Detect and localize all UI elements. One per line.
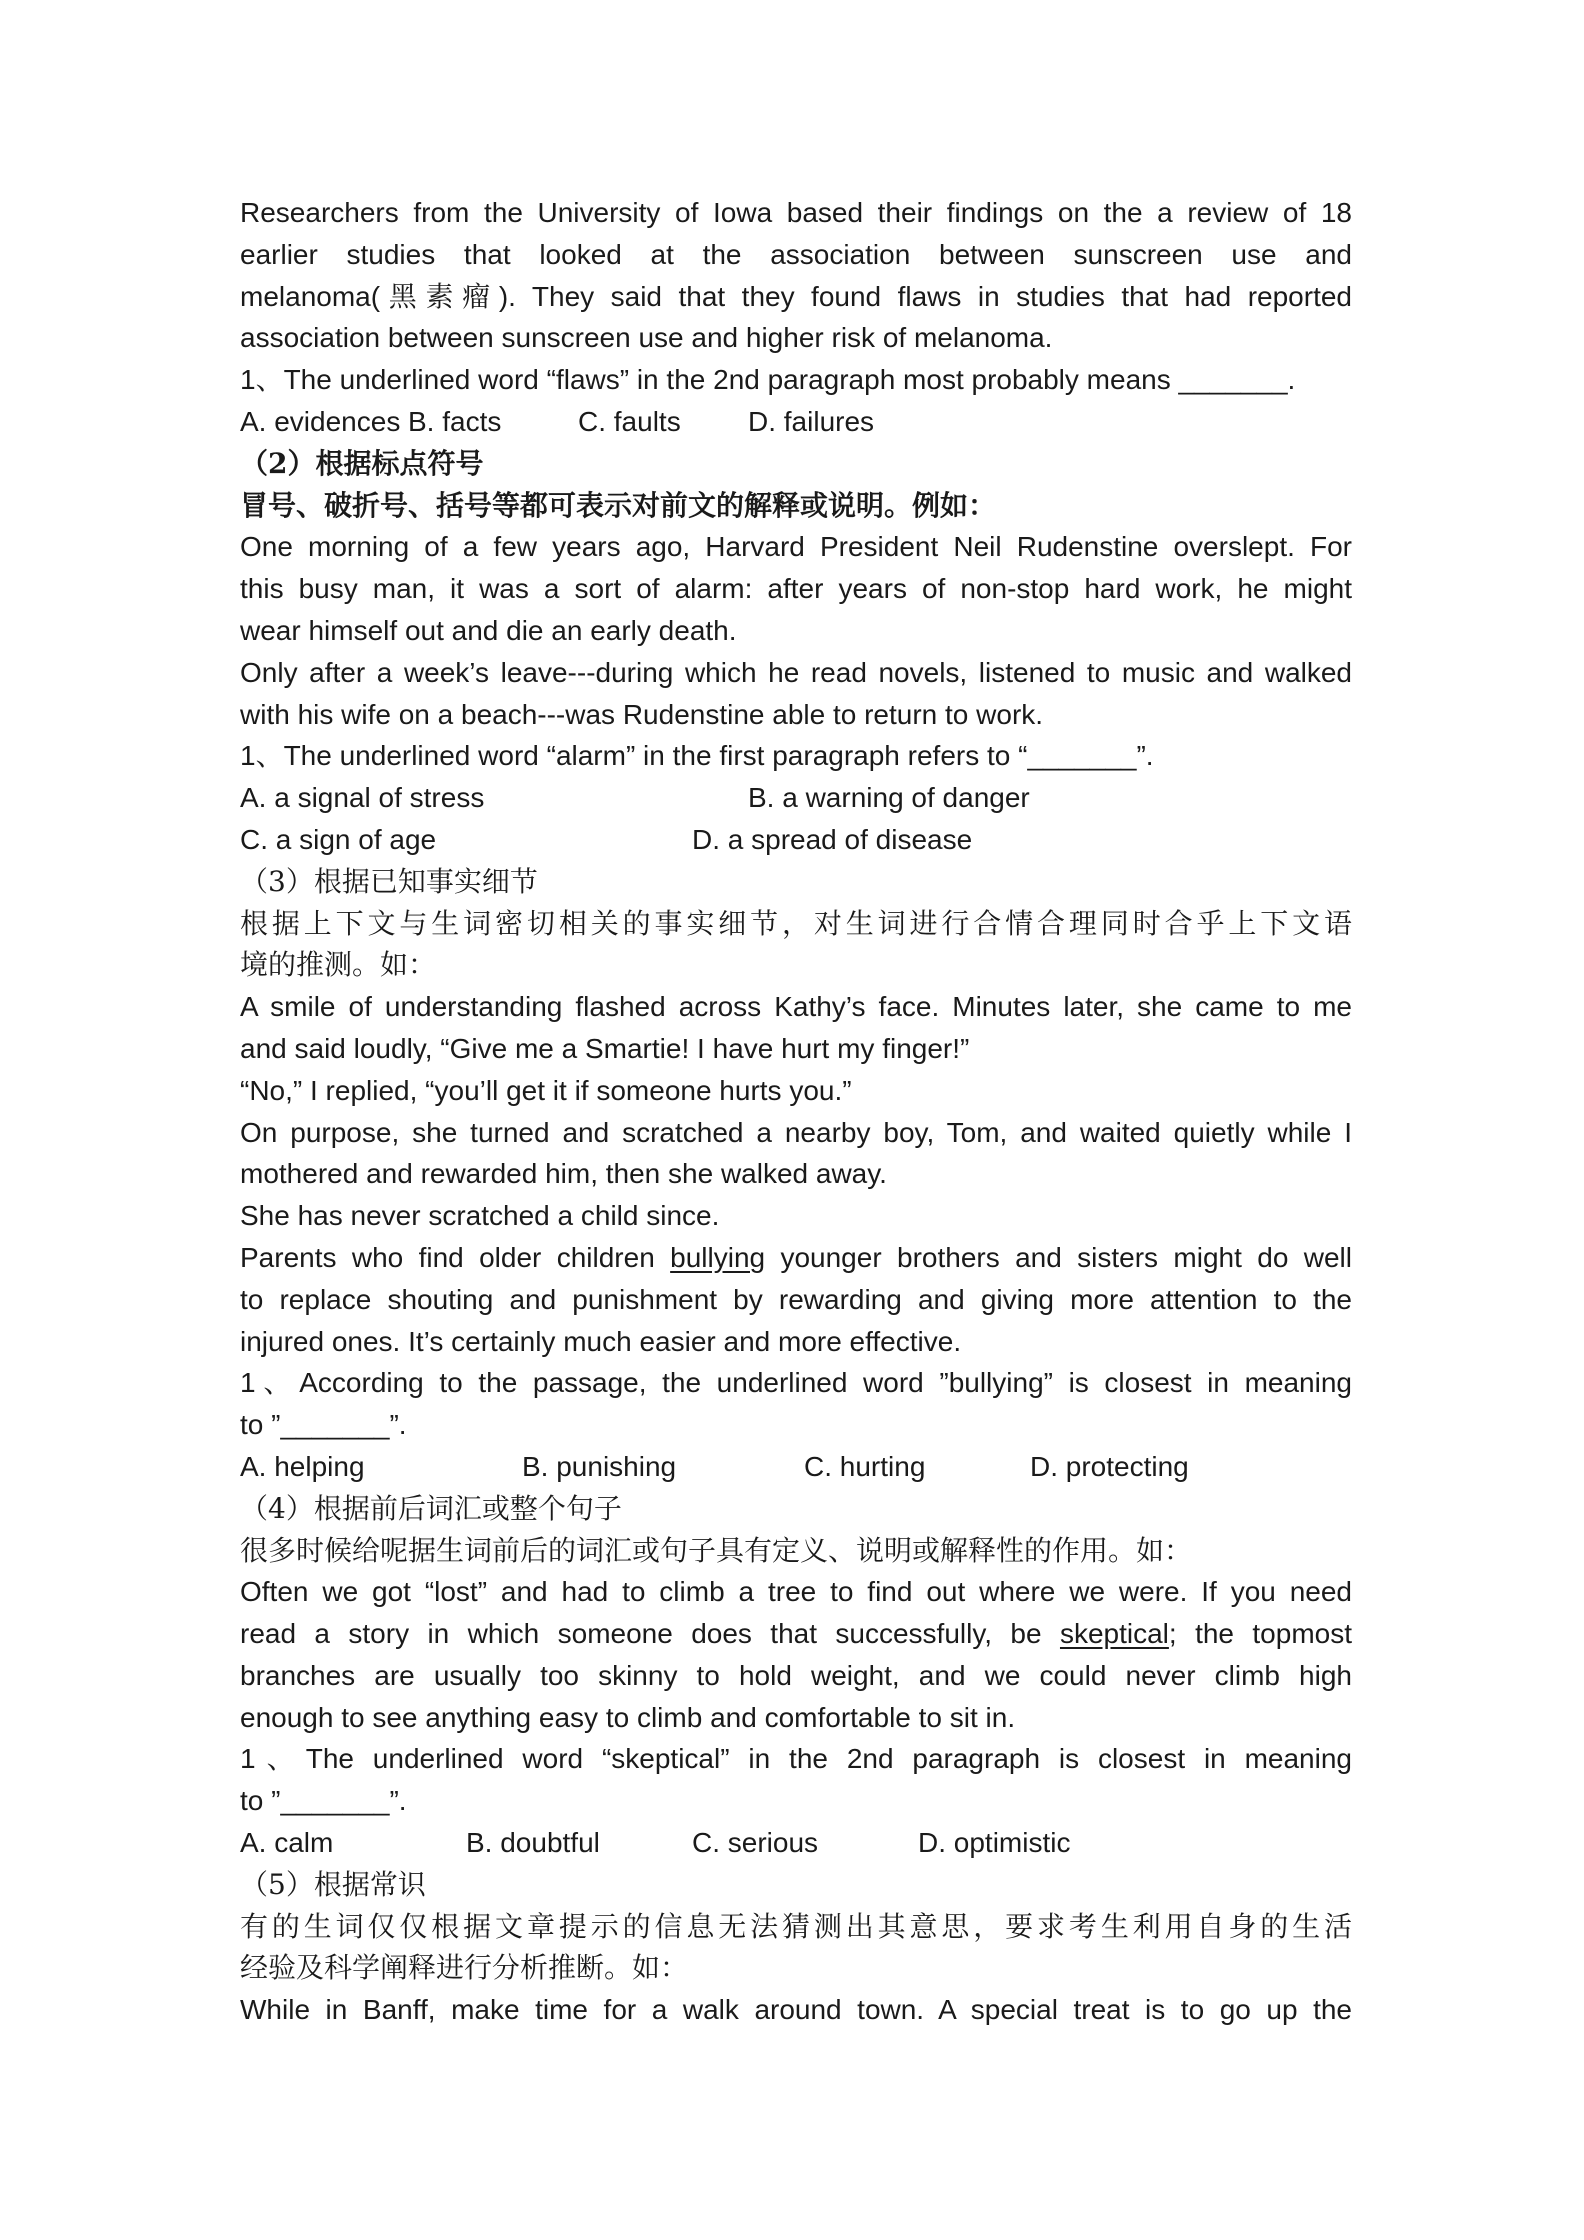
- passage-line: [240, 1613, 1352, 1655]
- passage-line: Only after a week’s leave---during which he read novels, listened to music and walked: [240, 656, 1352, 688]
- question-3: to ”_______”.: [240, 1409, 407, 1441]
- passage-line: association between sunscreen use and higher risk of melanoma.: [240, 322, 1053, 354]
- passage-line: “No,” I replied, “you’ll get it if someone hurts you.”: [240, 1074, 852, 1106]
- question-1: 1、The underlined word “flaws” in the 2nd paragraph most probably means _______.: [240, 364, 1296, 396]
- option-c: C. faults: [578, 405, 681, 437]
- section-heading-2: （2）根据标点符号: [240, 446, 484, 480]
- passage-line: wear himself out and die an early death.: [240, 614, 737, 646]
- text-fragment: ; the topmost: [1168, 1618, 1352, 1650]
- question-3: 1、According to the passage, the underlined word ”bullying” is closest in meaning: [240, 1367, 1352, 1399]
- passage-line: mothered and rewarded him, then she walked away.: [240, 1158, 887, 1190]
- answer-options-1: [240, 401, 1352, 443]
- passage-line: [240, 1237, 1352, 1279]
- section-intro-3: 根据上下文与生词密切相关的事实细节，对生词进行合情合理同时合乎上下文语: [240, 906, 1352, 940]
- option-d: D. protecting: [1030, 1450, 1189, 1482]
- option-a: A. evidences: [240, 405, 401, 437]
- document-page: [240, 192, 1352, 2031]
- section-heading-4: （4）根据前后词汇或整个句子: [240, 1491, 622, 1525]
- passage-line: and said loudly, “Give me a Smartie! I have hurt my finger!”: [240, 1032, 970, 1064]
- option-c: C. serious: [692, 1827, 819, 1859]
- section-heading-5: （5）根据常识: [240, 1867, 426, 1901]
- section-intro-5: 有的生词仅仅根据文章提示的信息无法猜测出其意思，要求考生利用自身的生活: [240, 1909, 1352, 1943]
- question-4: to ”_______”.: [240, 1785, 407, 1817]
- answer-options-3: [240, 1446, 1352, 1488]
- option-a: A. helping: [240, 1450, 365, 1482]
- option-b: B. punishing: [522, 1450, 677, 1482]
- passage-line: While in Banff, make time for a walk around town. A special treat is to go up the: [240, 1994, 1352, 2026]
- section-intro-5: 经验及科学阐释进行分析推断。如：: [240, 1951, 689, 1985]
- passage-line: One morning of a few years ago, Harvard President Neil Rudenstine overslept. For: [240, 531, 1352, 563]
- passage-line: Researchers from the University of Iowa based their findings on the a review of 18: [240, 197, 1352, 228]
- passage-line: enough to see anything easy to climb and comfortable to sit in.: [240, 1701, 1016, 1733]
- underlined-word: skeptical: [1059, 1618, 1169, 1650]
- option-b: B. facts: [408, 405, 502, 437]
- passage-line: Often we got “lost” and had to climb a tree to find out where we were. If you need: [240, 1576, 1352, 1608]
- passage-line: injured ones. It’s certainly much easier and more effective.: [240, 1325, 962, 1357]
- answer-options-4: [240, 1822, 1352, 1864]
- passage-line: On purpose, she turned and scratched a nearby boy, Tom, and waited quietly while I: [240, 1116, 1352, 1148]
- section-intro-3: 境的推测。如：: [240, 948, 437, 982]
- passage-line: branches are usually too skinny to hold weight, and we could never climb high: [240, 1659, 1352, 1691]
- passage-line: melanoma(黑素瘤). They said that they found flaws in studies that had reported: [240, 280, 1352, 312]
- answer-options-2b: [240, 819, 1352, 861]
- option-d: D. failures: [748, 405, 875, 437]
- passage-line: earlier studies that looked at the association between sunscreen use and: [240, 238, 1352, 270]
- passage-line: A smile of understanding flashed across Kathy’s face. Minutes later, she came to me: [240, 991, 1352, 1023]
- option-a: A. a signal of stress: [240, 782, 485, 814]
- option-c: C. a sign of age: [240, 823, 437, 855]
- question-2: 1、The underlined word “alarm” in the first paragraph refers to “_______”.: [240, 740, 1154, 772]
- passage-line: She has never scratched a child since.: [240, 1200, 720, 1232]
- option-d: D. optimistic: [918, 1827, 1071, 1859]
- passage-line: this busy man, it was a sort of alarm: after years of non-stop hard work, he might: [240, 573, 1352, 605]
- answer-options-2a: [240, 777, 1352, 819]
- question-4: 1、The underlined word “skeptical” in the 2nd paragraph is closest in meaning: [240, 1743, 1352, 1775]
- passage-line: to replace shouting and punishment by rewarding and giving more attention to the: [240, 1283, 1352, 1315]
- option-c: C. hurting: [804, 1450, 926, 1482]
- section-heading-3: （3）根据已知事实细节: [240, 864, 538, 898]
- option-d: D. a spread of disease: [692, 823, 973, 855]
- section-intro-4: 很多时候给呢据生词前后的词汇或句子具有定义、说明或解释性的作用。如：: [240, 1533, 1193, 1567]
- text-fragment: Parents who find older children: [240, 1241, 671, 1273]
- option-b: B. doubtful: [466, 1827, 600, 1859]
- section-intro-2: 冒号、破折号、括号等都可表示对前文的解释或说明。例如：: [240, 488, 997, 522]
- text-fragment: read a story in which someone does that successfully, be: [240, 1618, 1060, 1650]
- text-fragment: younger brothers and sisters might do well: [765, 1241, 1352, 1273]
- option-a: A. calm: [240, 1827, 334, 1859]
- passage-line: with his wife on a beach---was Rudenstine able to return to work.: [240, 698, 1044, 730]
- option-b: B. a warning of danger: [748, 782, 1030, 814]
- underlined-word: bullying: [670, 1241, 766, 1273]
